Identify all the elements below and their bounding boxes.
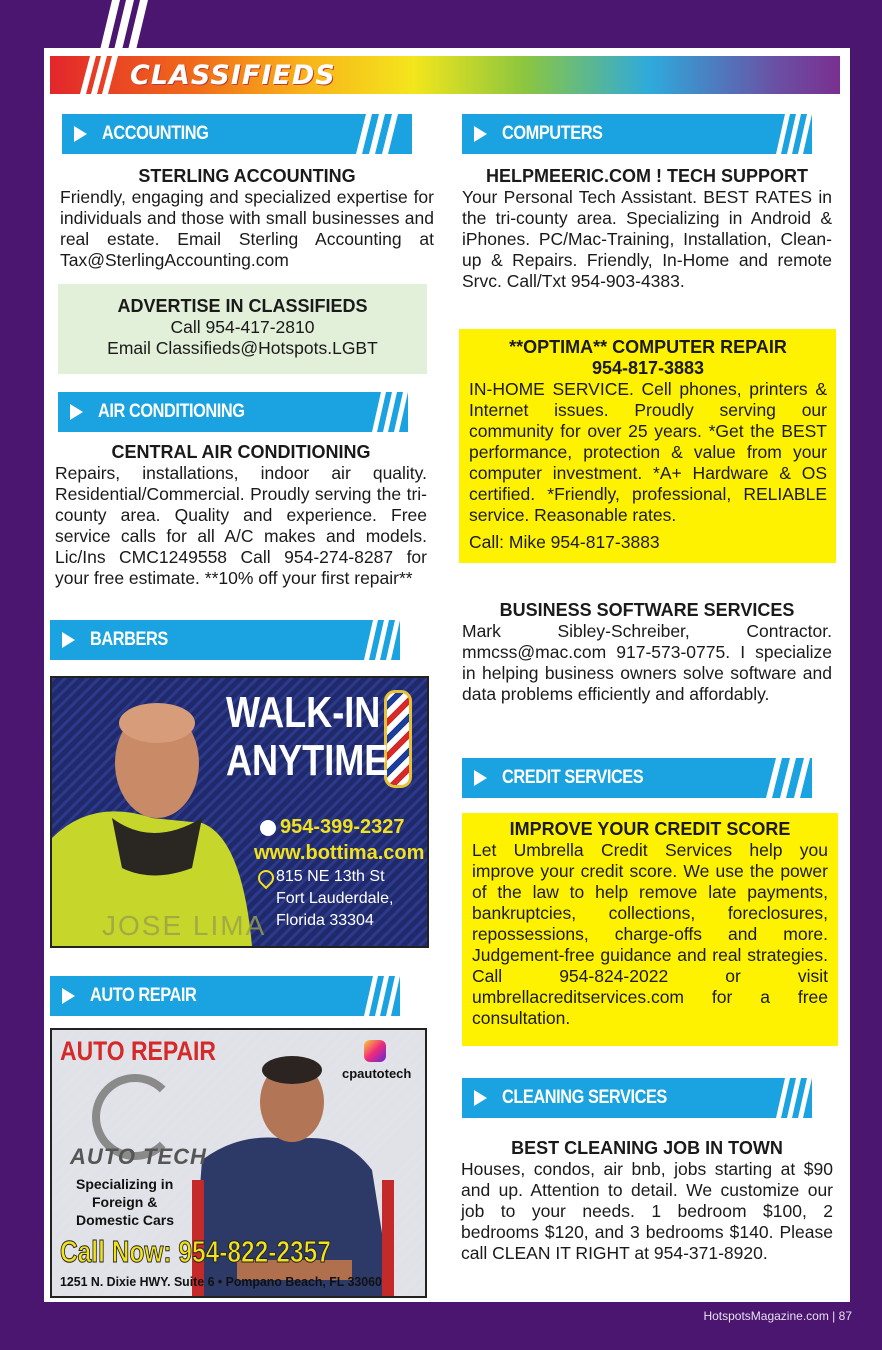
- section-header-credit-services: [462, 758, 812, 798]
- optima-call[interactable]: Call: Mike 954-817-3883: [469, 532, 660, 552]
- section-header-air-conditioning: [58, 392, 408, 432]
- auto-specialty-1: Specializing in: [76, 1176, 174, 1192]
- header-stripes: [364, 620, 400, 660]
- play-icon: [70, 404, 83, 420]
- section-label: CLEANING SERVICES: [502, 1087, 667, 1108]
- play-icon: [62, 988, 75, 1004]
- advertise-heading: ADVERTISE IN CLASSIFIEDS: [117, 296, 368, 316]
- listing-body: Mark Sibley-Schreiber, Contractor. mmcss@mac.com 917-573-0775. I specialize in helping business owners solve software and data problems efficiently and affordably.: [462, 621, 832, 704]
- banner-stripes: [80, 56, 130, 94]
- header-stripes: [372, 392, 408, 432]
- section-header-computers: [462, 114, 812, 154]
- listing-body: Houses, condos, air bnb, jobs starting at $90 and up. Attention to detail. We customize our job to your needs. 1 bedroom $100, 2 bedrooms $120, and 3 bedrooms $140. Please call CLEAN IT RIGHT at 954-371-8920.: [461, 1159, 833, 1263]
- listing-heading: HELPMEERIC.COM ! TECH SUPPORT: [485, 166, 808, 186]
- classifieds-page: [44, 48, 850, 1302]
- section-header-cleaning-services: [462, 1078, 812, 1118]
- listing-sterling-accounting: [60, 166, 434, 271]
- advertise-box: [58, 284, 427, 374]
- barber-headline-1: WALK-IN: [226, 688, 381, 737]
- listing-body: Your Personal Tech Assistant. BEST RATES in the tri-county area. Specializing in Android & iPhones. PC/Mac-Training, Installation, Clean-up & Repairs. Friendly, In-Home and remote Srvc. Call/Txt 954-903-4383.: [462, 187, 832, 291]
- play-icon: [74, 126, 87, 142]
- credit-body: Let Umbrella Credit Services help you improve your credit score. We use the power of the law to help remove late payments, bankruptcies, collections, foreclosures, repossessions, charge-offs and more. Judgement-free guidance and real strategies. Call 954-824-2022 or visit umbrellacreditservices.com for a free consultation.: [472, 840, 828, 1028]
- play-icon: [474, 770, 487, 786]
- footer-site: HotspotsMagazine.com: [703, 1309, 829, 1323]
- section-label: AIR CONDITIONING: [98, 401, 245, 422]
- auto-address: 1251 N. Dixie HWY. Suite 6 • Pompano Beach, FL 33060: [60, 1274, 382, 1289]
- section-header-barbers: [50, 620, 400, 660]
- banner-title: CLASSIFIEDS: [130, 60, 336, 91]
- auto-specialty-2: Foreign &: [92, 1194, 158, 1210]
- header-stripes: [356, 114, 412, 154]
- barber-ad[interactable]: [50, 676, 429, 948]
- auto-logo-text: AUTO TECH: [70, 1144, 207, 1169]
- barber-address-2: Fort Lauderdale,: [276, 890, 394, 907]
- play-icon: [62, 632, 75, 648]
- section-label: COMPUTERS: [502, 123, 603, 144]
- play-icon: [474, 126, 487, 142]
- header-stripes: [364, 976, 400, 1016]
- listing-heading: BUSINESS SOFTWARE SERVICES: [499, 600, 795, 620]
- optima-heading: **OPTIMA** COMPUTER REPAIR: [509, 337, 787, 357]
- classifieds-banner: [50, 56, 840, 94]
- barber-name: JOSE LIMA: [102, 910, 267, 941]
- section-header-auto-repair: [50, 976, 400, 1016]
- barber-address-1: 815 NE 13th St: [276, 868, 385, 885]
- auto-title: AUTO REPAIR: [60, 1036, 216, 1066]
- barber-website[interactable]: www.bottima.com: [254, 842, 425, 864]
- auto-specialty-3: Domestic Cars: [76, 1212, 175, 1228]
- listing-body: Friendly, engaging and specialized expertise for individuals and those with small businesses and real estate. Email Sterling Accounting at Tax@SterlingAccounting.com: [60, 187, 434, 270]
- section-label: AUTO REPAIR: [90, 985, 197, 1006]
- listing-heading: STERLING ACCOUNTING: [138, 166, 356, 186]
- auto-instagram[interactable]: cpautotech: [342, 1066, 412, 1081]
- advertise-email: Email Classifieds@Hotspots.LGBT: [107, 338, 378, 358]
- decorative-stripes: [90, 0, 150, 50]
- credit-heading: IMPROVE YOUR CREDIT SCORE: [509, 819, 791, 839]
- listing-heading: BEST CLEANING JOB IN TOWN: [511, 1138, 783, 1158]
- section-header-accounting: [62, 114, 412, 154]
- section-label: ACCOUNTING: [102, 123, 209, 144]
- optima-phone[interactable]: 954-817-3883: [591, 358, 705, 378]
- header-stripes: [776, 114, 812, 154]
- barber-headline-2: ANYTIME: [226, 736, 389, 785]
- auto-repair-ad[interactable]: [50, 1028, 427, 1298]
- header-stripes: [766, 758, 812, 798]
- section-label: BARBERS: [90, 629, 168, 650]
- section-label: CREDIT SERVICES: [502, 767, 644, 788]
- phone-icon: [260, 820, 276, 836]
- header-stripes: [776, 1078, 812, 1118]
- play-icon: [474, 1090, 487, 1106]
- listing-body: Repairs, installations, indoor air quality. Residential/Commercial. Proudly serving the tri-county area. Quality and experience. Free service calls for all A/C makes and models. Lic/Ins CMC1249558 Call 954-274-8287 for your free estimate. **10% off your first repair**: [55, 463, 427, 588]
- listing-central-air: [55, 442, 427, 589]
- footer-separator: |: [832, 1309, 836, 1323]
- barber-phone[interactable]: 954-399-2327: [280, 816, 405, 838]
- barber-address-3: Florida 33304: [276, 912, 374, 929]
- auto-call[interactable]: Call Now: 954-822-2357: [60, 1234, 331, 1269]
- advertise-phone: Call 954-417-2810: [170, 317, 315, 337]
- page-footer: [703, 1309, 852, 1323]
- listing-helpmeeric: [462, 166, 832, 292]
- optima-body: IN-HOME SERVICE. Cell phones, printers & Internet issues. Proudly serving our community for over 25 years. *Get the BEST performance, protection & value from your computer investment. *A+ Hardware & OS certified. *Friendly, professional, RELIABLE service. Reasonable rates.: [469, 379, 827, 525]
- footer-page-number: 87: [838, 1309, 852, 1323]
- optima-box: [459, 329, 836, 563]
- credit-box: [462, 813, 838, 1046]
- listing-cleaning: [461, 1138, 833, 1264]
- listing-heading: CENTRAL AIR CONDITIONING: [111, 442, 371, 462]
- instagram-icon: [364, 1040, 386, 1062]
- listing-business-software: [462, 600, 832, 705]
